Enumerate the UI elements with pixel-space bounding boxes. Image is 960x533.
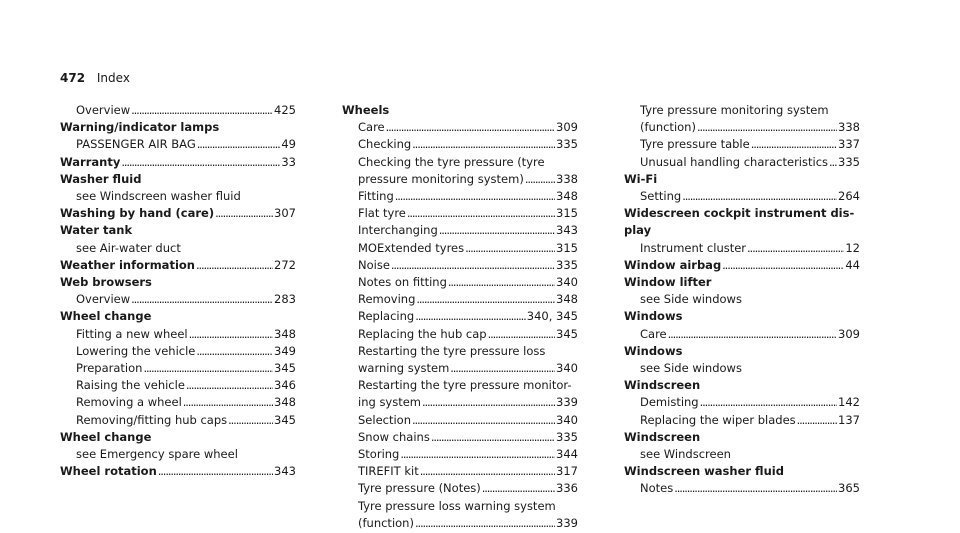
page-ref: 337 — [838, 137, 860, 152]
leader-dots — [697, 119, 837, 136]
index-subentry — [60, 377, 296, 394]
index-subentry — [60, 343, 296, 360]
index-term — [60, 257, 296, 274]
subentry-label: Notes — [640, 481, 674, 496]
leader-dots — [416, 291, 555, 308]
page-ref: 335 — [556, 137, 578, 152]
page-ref: 307 — [274, 206, 296, 221]
leader-dots — [131, 102, 273, 119]
leader-dots — [668, 326, 837, 343]
subentry-label: Overview — [76, 292, 131, 307]
subentry-label: MOExtended tyres — [358, 240, 465, 255]
subentry-label: Fitting — [358, 189, 394, 204]
page-ref: 339 — [556, 515, 578, 530]
page-ref: 315 — [556, 240, 578, 255]
page-ref: 348 — [556, 189, 578, 204]
subentry-label: Storing — [358, 447, 400, 462]
index-term — [60, 154, 296, 171]
see-reference: see Windscreen washer fluid — [76, 189, 241, 204]
page-ref: 309 — [838, 326, 860, 341]
subentry-label: Instrument cluster — [640, 240, 747, 255]
subentry-label: Fitting a new wheel — [76, 326, 188, 341]
index-term: Windscreen washer fluid — [624, 464, 784, 479]
leader-dots — [797, 412, 837, 429]
index-term — [60, 205, 296, 222]
leader-dots — [682, 188, 837, 205]
subentry-label: Replacing the wiper blades — [640, 412, 796, 427]
leader-dots — [121, 154, 280, 171]
page-ref: 340, 345 — [526, 309, 578, 324]
subentry-label: Overview — [76, 103, 131, 117]
leader-dots — [197, 136, 281, 153]
page-ref: 339 — [556, 395, 578, 410]
leader-dots — [431, 429, 555, 446]
page-number: 472 — [60, 71, 86, 85]
leader-dots — [415, 515, 555, 532]
index-subentry — [342, 308, 578, 325]
leader-dots — [183, 394, 273, 411]
index-subentry-line: Tyre pressure monitoring system — [640, 103, 829, 117]
index-subentry — [342, 240, 578, 257]
index-subentry — [342, 480, 578, 497]
index-subentry — [342, 515, 578, 532]
index-term: Wheels — [342, 103, 390, 117]
subentry-label: Removing/fitting hub caps — [76, 412, 228, 427]
page-ref: 365 — [838, 481, 860, 496]
leader-dots — [412, 412, 555, 429]
subentry-label: pressure monitoring system) — [358, 171, 524, 186]
page-ref: 340 — [556, 275, 578, 290]
page-ref: 340 — [556, 412, 578, 427]
page-ref: 137 — [838, 412, 860, 427]
index-subentry — [342, 326, 578, 343]
page-ref: 343 — [274, 464, 296, 479]
leader-dots — [143, 360, 273, 377]
page-ref: 348 — [556, 292, 578, 307]
index-subentry-line: Checking the tyre pressure (tyre — [358, 154, 545, 169]
term-label: Warranty — [60, 154, 121, 169]
index-subentry — [342, 463, 578, 480]
page-ref: 343 — [556, 223, 578, 238]
leader-dots — [448, 274, 555, 291]
page-ref: 348 — [274, 395, 296, 410]
page-ref: 264 — [838, 189, 860, 204]
index-term: Windscreen — [624, 378, 701, 393]
see-reference: see Windscreen — [640, 447, 731, 462]
index-term — [60, 463, 296, 480]
leader-dots — [158, 463, 273, 480]
see-reference: see Emergency spare wheel — [76, 447, 238, 462]
subentry-label: Checking — [358, 137, 412, 152]
page-ref: 345 — [274, 412, 296, 427]
page-ref: 335 — [556, 429, 578, 444]
leader-dots — [747, 240, 844, 257]
leader-dots — [407, 205, 555, 222]
subentry-label: Noise — [358, 257, 390, 272]
index-subentry — [342, 257, 578, 274]
subentry-label: (function) — [358, 515, 414, 530]
leader-dots — [674, 480, 837, 497]
subentry-label: Demisting — [640, 395, 699, 410]
subentry-label: Raising the vehicle — [76, 378, 185, 393]
page-ref: 425 — [274, 103, 296, 117]
term-label: Window airbag — [624, 257, 722, 272]
index-subentry-line: Restarting the tyre pressure monitor- — [358, 378, 572, 393]
page-ref: 345 — [274, 361, 296, 376]
page-ref: 33 — [281, 154, 296, 169]
leader-dots — [722, 257, 844, 274]
index-term: Web browsers — [60, 275, 152, 290]
leader-dots — [525, 171, 555, 188]
subentry-label: PASSENGER AIR BAG — [76, 137, 196, 152]
index-subentry — [342, 136, 578, 153]
subentry-label: Replacing the hub cap — [358, 326, 487, 341]
index-subentry-line: Tyre pressure loss warning system — [358, 498, 556, 513]
leader-dots — [215, 205, 273, 222]
leader-dots — [395, 188, 555, 205]
subentry-label: Care — [358, 120, 385, 135]
index-column-2 — [342, 102, 578, 532]
index-column-1 — [60, 102, 296, 480]
leader-dots — [829, 154, 837, 171]
leader-dots — [196, 257, 273, 274]
subentry-label: Removing a wheel — [76, 395, 182, 410]
leader-dots — [391, 257, 555, 274]
page-ref: 336 — [556, 481, 578, 496]
index-subentry — [60, 291, 296, 308]
subentry-label: Care — [640, 326, 667, 341]
index-subentry-line: Restarting the tyre pressure loss — [358, 343, 546, 358]
index-subentry — [624, 412, 860, 429]
index-subentry — [60, 394, 296, 411]
index-subentry — [342, 274, 578, 291]
index-subentry — [342, 360, 578, 377]
subentry-label: Replacing — [358, 309, 415, 324]
index-subentry — [342, 429, 578, 446]
subentry-label: TIREFIT kit — [358, 464, 419, 479]
index-term — [624, 257, 860, 274]
leader-dots — [488, 326, 555, 343]
index-subentry — [624, 154, 860, 171]
subentry-label: warning system — [358, 361, 450, 376]
subentry-label: Preparation — [76, 361, 143, 376]
page-ref: 283 — [274, 292, 296, 307]
term-label: Washing by hand (care) — [60, 206, 215, 221]
subentry-label: Removing — [358, 292, 416, 307]
subentry-label: (function) — [640, 120, 696, 135]
index-term: Windows — [624, 343, 683, 358]
leader-dots — [189, 326, 273, 343]
index-term: Water tank — [60, 223, 133, 238]
index-subentry — [342, 119, 578, 136]
index-term: Wi-Fi — [624, 171, 658, 186]
leader-dots — [450, 360, 555, 377]
page-header — [60, 71, 130, 85]
leader-dots — [415, 308, 526, 325]
index-subentry — [624, 480, 860, 497]
page-ref: 335 — [838, 154, 860, 169]
page-ref: 346 — [274, 378, 296, 393]
index-subentry — [60, 102, 296, 119]
index-subentry — [624, 188, 860, 205]
leader-dots — [386, 119, 555, 136]
leader-dots — [420, 463, 555, 480]
page-ref: 349 — [274, 343, 296, 358]
page-ref: 335 — [556, 257, 578, 272]
index-subentry — [624, 394, 860, 411]
subentry-label: Lowering the vehicle — [76, 343, 196, 358]
index-term: Wheel change — [60, 309, 152, 324]
leader-dots — [751, 136, 837, 153]
leader-dots — [131, 291, 273, 308]
page-ref: 344 — [556, 447, 578, 462]
index-subentry — [60, 412, 296, 429]
page-ref: 44 — [845, 257, 860, 272]
subentry-label: Interchanging — [358, 223, 438, 238]
index-subentry — [624, 136, 860, 153]
subentry-label: Flat tyre — [358, 206, 406, 221]
page-ref: 315 — [556, 206, 578, 221]
subentry-label: Tyre pressure table — [640, 137, 750, 152]
index-term: Widescreen cockpit instrument dis- — [624, 206, 855, 221]
index-subentry — [342, 222, 578, 239]
index-subentry — [60, 360, 296, 377]
page-ref: 49 — [281, 137, 296, 152]
index-subentry — [60, 136, 296, 153]
index-subentry — [342, 412, 578, 429]
leader-dots — [186, 377, 273, 394]
page-ref: 340 — [556, 361, 578, 376]
index-term: play — [624, 223, 652, 238]
leader-dots — [439, 222, 555, 239]
subentry-label: Notes on fitting — [358, 275, 447, 290]
see-reference: see Side windows — [640, 292, 742, 307]
index-term: Window lifter — [624, 275, 712, 290]
leader-dots — [700, 394, 837, 411]
index-subentry — [342, 446, 578, 463]
term-label: Wheel rotation — [60, 464, 157, 479]
index-term: Warning/indicator lamps — [60, 120, 220, 135]
subentry-label: Unusual handling characteristics — [640, 154, 829, 169]
index-term: Windscreen — [624, 429, 701, 444]
index-subentry — [342, 394, 578, 411]
page-ref: 272 — [274, 257, 296, 272]
page-ref: 142 — [838, 395, 860, 410]
see-reference: see Side windows — [640, 361, 742, 376]
subentry-label: ing system — [358, 395, 422, 410]
index-column-3 — [624, 102, 860, 498]
leader-dots — [482, 480, 555, 497]
page-ref: 338 — [556, 171, 578, 186]
leader-dots — [422, 394, 555, 411]
section-title: Index — [96, 71, 130, 85]
leader-dots — [465, 240, 555, 257]
subentry-label: Selection — [358, 412, 411, 427]
leader-dots — [400, 446, 555, 463]
index-subentry — [342, 291, 578, 308]
subentry-label: Setting — [640, 189, 682, 204]
index-subentry — [342, 205, 578, 222]
index-subentry — [624, 240, 860, 257]
leader-dots — [228, 412, 273, 429]
index-subentry — [624, 119, 860, 136]
subentry-label: Snow chains — [358, 429, 430, 444]
term-label: Weather information — [60, 257, 195, 272]
index-subentry — [624, 326, 860, 343]
index-subentry — [342, 188, 578, 205]
page-ref: 317 — [556, 464, 578, 479]
index-term: Wheel change — [60, 429, 152, 444]
page-ref: 309 — [556, 120, 578, 135]
index-subentry — [60, 326, 296, 343]
page-ref: 348 — [274, 326, 296, 341]
index-term: Windows — [624, 309, 683, 324]
page-ref: 345 — [556, 326, 578, 341]
see-reference: see Air-water duct — [76, 240, 181, 255]
index-term: Washer fluid — [60, 171, 142, 186]
page-ref: 338 — [838, 120, 860, 135]
subentry-label: Tyre pressure (Notes) — [358, 481, 481, 496]
page-ref: 12 — [845, 240, 860, 255]
leader-dots — [412, 136, 555, 153]
leader-dots — [196, 343, 273, 360]
index-subentry — [342, 171, 578, 188]
